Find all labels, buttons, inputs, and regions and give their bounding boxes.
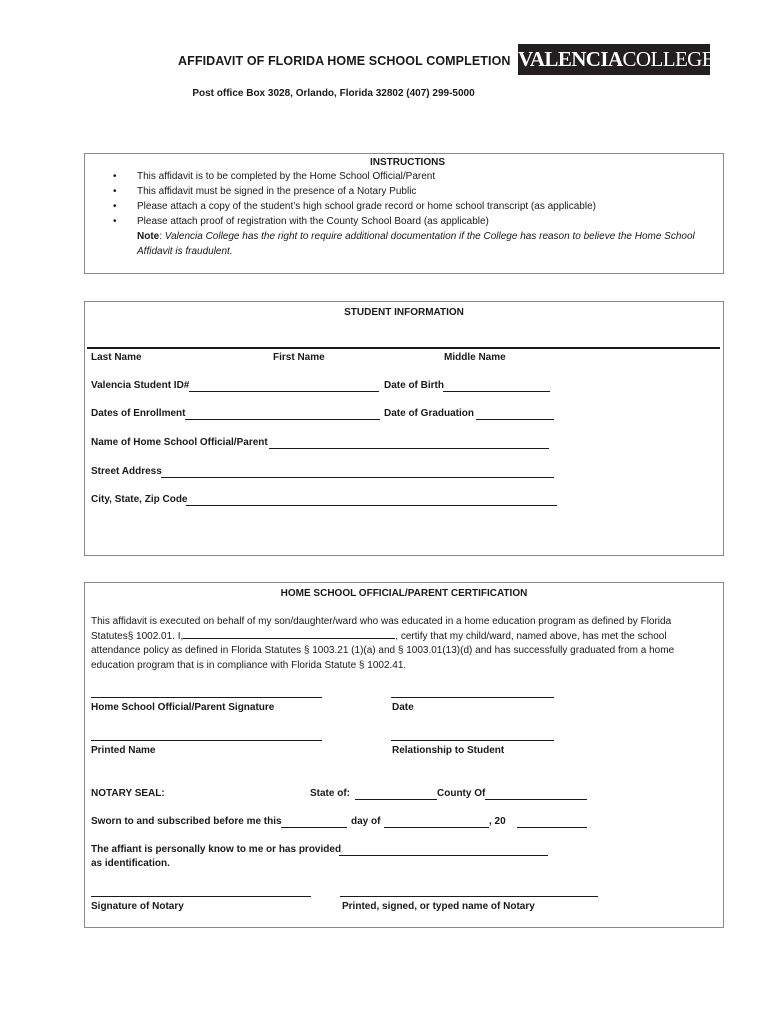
statute-text: Statutes§ 1002.01. I, bbox=[91, 630, 184, 642]
middle-name-label: Middle Name bbox=[444, 352, 506, 363]
bullet-icon: • bbox=[113, 216, 117, 227]
instructions-note: Note: Valencia College has the right to require additional documentation if the College has reason to believe the Home School bbox=[137, 231, 695, 242]
county-of-label: County Of bbox=[437, 788, 486, 799]
certify-text: , certify that my child/ward, named above, has met the school bbox=[395, 630, 667, 642]
official-name-field[interactable] bbox=[269, 448, 549, 449]
instruction-text: This affidavit must be signed in the presence of a Notary Public bbox=[137, 186, 417, 197]
note-text: Valencia College has the right to require additional documentation if the College has reason to believe the Home School bbox=[164, 231, 695, 242]
instruction-text: Please attach a copy of the student’s high school grade record or home school transcript (as applicable) bbox=[137, 201, 596, 212]
date-of-birth-field[interactable] bbox=[443, 391, 550, 392]
official-name-label: Name of Home School Official/Parent bbox=[91, 437, 268, 448]
student-information-box bbox=[84, 301, 724, 556]
date-label: Date bbox=[392, 702, 414, 713]
street-address-label: Street Address bbox=[91, 466, 162, 477]
sworn-month-field[interactable] bbox=[384, 827, 489, 828]
graduation-date-field[interactable] bbox=[476, 419, 554, 420]
student-id-label: Valencia Student ID# bbox=[91, 380, 190, 391]
official-signature-line[interactable] bbox=[91, 697, 322, 698]
sworn-label: Sworn to and subscribed before me this bbox=[91, 816, 282, 827]
year-prefix-label: , 20 bbox=[489, 816, 506, 827]
identification-field[interactable] bbox=[339, 855, 548, 856]
bullet-icon: • bbox=[113, 186, 117, 197]
logo-text-light: COLLEGE bbox=[622, 47, 714, 71]
printed-name-line[interactable] bbox=[91, 740, 322, 741]
document-title: AFFIDAVIT OF FLORIDA HOME SCHOOL COMPLETION bbox=[178, 54, 511, 68]
certification-line bbox=[91, 630, 667, 645]
street-address-field[interactable] bbox=[161, 477, 554, 478]
relationship-line[interactable] bbox=[391, 740, 554, 741]
city-state-zip-field[interactable] bbox=[186, 505, 557, 506]
enrollment-dates-label: Dates of Enrollment bbox=[91, 408, 186, 419]
certification-line: attendance policy as defined in Florida Statutes § 1003.21 (1)(a) and § 1003.01(13)(d) and has successfully graduated from a home bbox=[91, 645, 675, 656]
notary-seal-label: NOTARY SEAL: bbox=[91, 788, 165, 799]
bullet-icon: • bbox=[113, 171, 117, 182]
certification-heading: HOME SCHOOL OFFICIAL/PARENT CERTIFICATION bbox=[280, 588, 528, 599]
certification-line: education program that is in compliance with Florida Statute § 1002.41. bbox=[91, 659, 407, 671]
instructions-note-continued bbox=[137, 246, 233, 257]
bullet-icon: • bbox=[113, 201, 117, 212]
identification-label: as identification. bbox=[91, 858, 170, 869]
certification-box bbox=[84, 582, 724, 928]
state-of-label: State of: bbox=[310, 788, 350, 799]
instructions-box bbox=[84, 153, 724, 274]
relationship-label: Relationship to Student bbox=[392, 745, 505, 756]
notary-name-label: Printed, signed, or typed name of Notary bbox=[342, 901, 535, 912]
divider-rule bbox=[87, 347, 720, 349]
student-info-heading: STUDENT INFORMATION bbox=[344, 307, 464, 318]
notary-signature-label: Signature of Notary bbox=[91, 901, 184, 912]
student-id-field[interactable] bbox=[189, 391, 379, 392]
state-field[interactable] bbox=[355, 799, 437, 800]
address-line: Post office Box 3028, Orlando, Florida 32802 (407) 299-5000 bbox=[192, 88, 475, 99]
sworn-day-field[interactable] bbox=[281, 827, 347, 828]
certification-line: This affidavit is executed on behalf of my son/daughter/ward who was educated in a home education program as defined by Florida bbox=[91, 616, 672, 627]
graduation-date-label: Date of Graduation bbox=[384, 408, 475, 419]
county-field[interactable] bbox=[485, 799, 587, 800]
logo-text-bold: VALENCIA bbox=[518, 47, 623, 71]
instruction-text: This affidavit is to be completed by the Home School Official/Parent bbox=[137, 171, 436, 182]
affiant-label: The affiant is personally know to me or has provided bbox=[91, 844, 342, 855]
date-of-birth-label: Date of Birth bbox=[384, 380, 444, 391]
enrollment-dates-field[interactable] bbox=[185, 419, 380, 420]
instructions-heading: INSTRUCTIONS bbox=[370, 157, 445, 168]
official-signature-label: Home School Official/Parent Signature bbox=[91, 702, 275, 713]
last-name-label: Last Name bbox=[91, 352, 142, 363]
note-text-continued: Affidavit is fraudulent. bbox=[137, 246, 233, 257]
notary-name-line[interactable] bbox=[340, 896, 598, 897]
day-of-label: day of bbox=[351, 816, 381, 827]
certifier-name-field[interactable] bbox=[183, 638, 395, 639]
note-label: Note bbox=[137, 231, 160, 242]
sworn-year-field[interactable] bbox=[517, 827, 587, 828]
notary-signature-line[interactable] bbox=[91, 896, 311, 897]
first-name-label: First Name bbox=[273, 352, 325, 363]
city-state-zip-label: City, State, Zip Code bbox=[91, 494, 188, 505]
printed-name-label: Printed Name bbox=[91, 745, 156, 756]
valencia-college-logo bbox=[518, 44, 714, 75]
date-line[interactable] bbox=[391, 697, 554, 698]
instruction-text: Please attach proof of registration with the County School Board (as applicable) bbox=[137, 216, 489, 227]
